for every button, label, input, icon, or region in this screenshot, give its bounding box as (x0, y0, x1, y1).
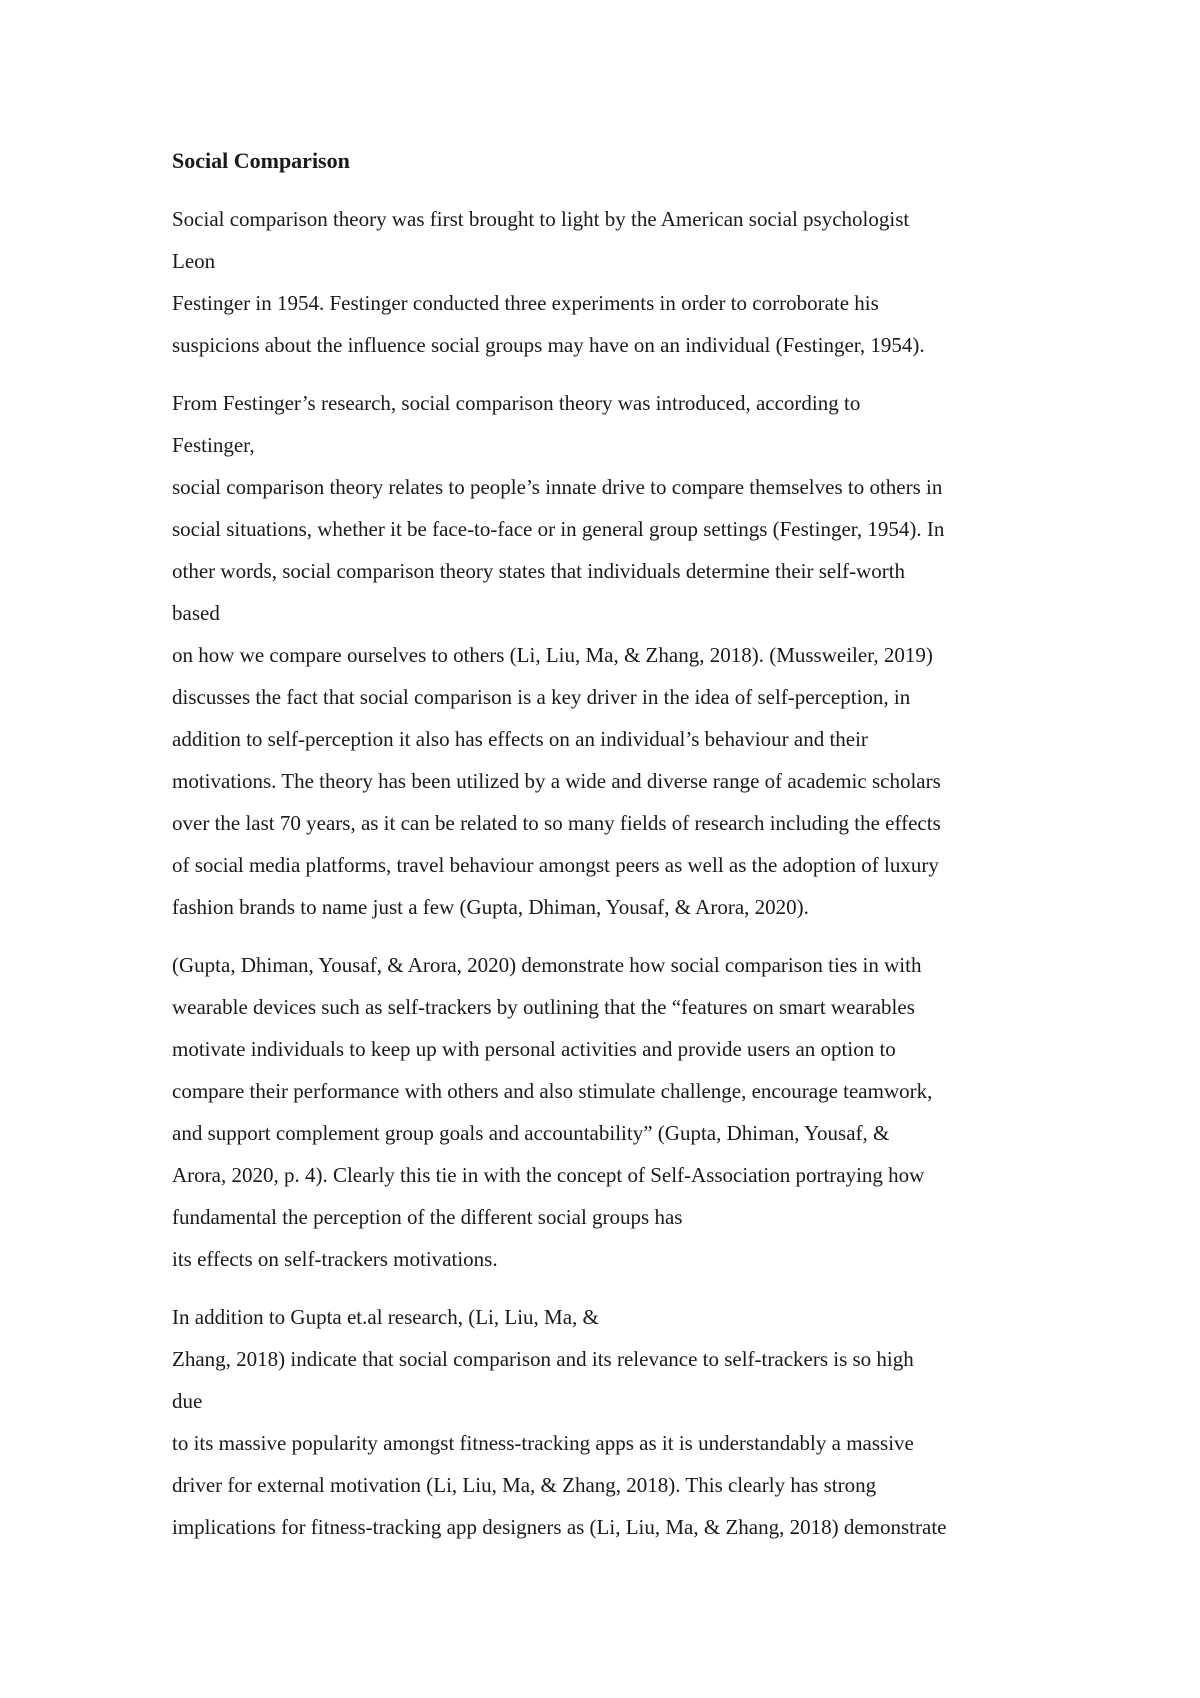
text-line: Zhang, 2018) indicate that social comparison and its relevance to self-trackers is so high (172, 1347, 914, 1371)
text-line: fashion brands to name just a few (Gupta, Dhiman, Yousaf, & Arora, 2020). (172, 895, 809, 919)
text-line: (Gupta, Dhiman, Yousaf, & Arora, 2020) demonstrate how social comparison ties in with (172, 953, 922, 977)
text-line: compare their performance with others and also stimulate challenge, encourage teamwork, (172, 1079, 933, 1103)
text-line: In addition to Gupta et.al research, (Li, Liu, Ma, & (172, 1305, 599, 1329)
text-line: based (172, 601, 220, 625)
text-line: other words, social comparison theory states that individuals determine their self-worth (172, 559, 906, 583)
text-line: wearable devices such as self-trackers by outlining that the “features on smart wearables (172, 995, 915, 1019)
paragraph-li-liu (172, 1296, 1052, 1548)
text-line: its effects on self-trackers motivations. (172, 1247, 498, 1271)
text-line: Arora, 2020, p. 4). Clearly this tie in with the concept of Self-Association portraying how (172, 1163, 925, 1187)
text-line: driver for external motivation (Li, Liu, Ma, & Zhang, 2018). This clearly has strong (172, 1473, 877, 1497)
text-line: addition to self-perception it also has effects on an individual’s behaviour and their (172, 727, 868, 751)
paragraph-intro (172, 198, 1052, 366)
text-line: motivations. The theory has been utilized by a wide and diverse range of academic scholars (172, 769, 941, 793)
text-line: to its massive popularity amongst fitness-tracking apps as it is understandably a massive (172, 1431, 914, 1455)
text-line: Leon (172, 249, 216, 273)
text-line: social situations, whether it be face-to-face or in general group settings (Festinger, 1954). In (172, 517, 945, 541)
section-heading: Social Comparison (172, 148, 350, 173)
text-line: From Festinger’s research, social comparison theory was introduced, according to (172, 391, 861, 415)
text-line: discusses the fact that social comparison is a key driver in the idea of self-perception, in (172, 685, 911, 709)
text-line: Social comparison theory was first brought to light by the American social psychologist (172, 207, 910, 231)
text-line: Festinger, (172, 433, 255, 457)
text-line: Festinger in 1954. Festinger conducted three experiments in order to corroborate his (172, 291, 879, 315)
paragraph-festinger (172, 382, 1052, 928)
text-line: and support complement group goals and accountability” (Gupta, Dhiman, Yousaf, & (172, 1121, 890, 1145)
text-line: of social media platforms, travel behaviour amongst peers as well as the adoption of luxury (172, 853, 939, 877)
text-line: social comparison theory relates to people’s innate drive to compare themselves to others in (172, 475, 943, 499)
document-page (172, 140, 1052, 1564)
text-line: on how we compare ourselves to others (Li, Liu, Ma, & Zhang, 2018). (Mussweiler, 2019) (172, 643, 933, 667)
text-line: fundamental the perception of the different social groups has (172, 1205, 683, 1229)
paragraph-gupta (172, 944, 1052, 1280)
text-line: implications for fitness-tracking app designers as (Li, Liu, Ma, & Zhang, 2018) demonstrate (172, 1515, 947, 1539)
text-line: due (172, 1389, 203, 1413)
text-line: motivate individuals to keep up with personal activities and provide users an option to (172, 1037, 896, 1061)
text-line: suspicions about the influence social groups may have on an individual (Festinger, 1954). (172, 333, 925, 357)
text-line: over the last 70 years, as it can be related to so many fields of research including the effects (172, 811, 941, 835)
